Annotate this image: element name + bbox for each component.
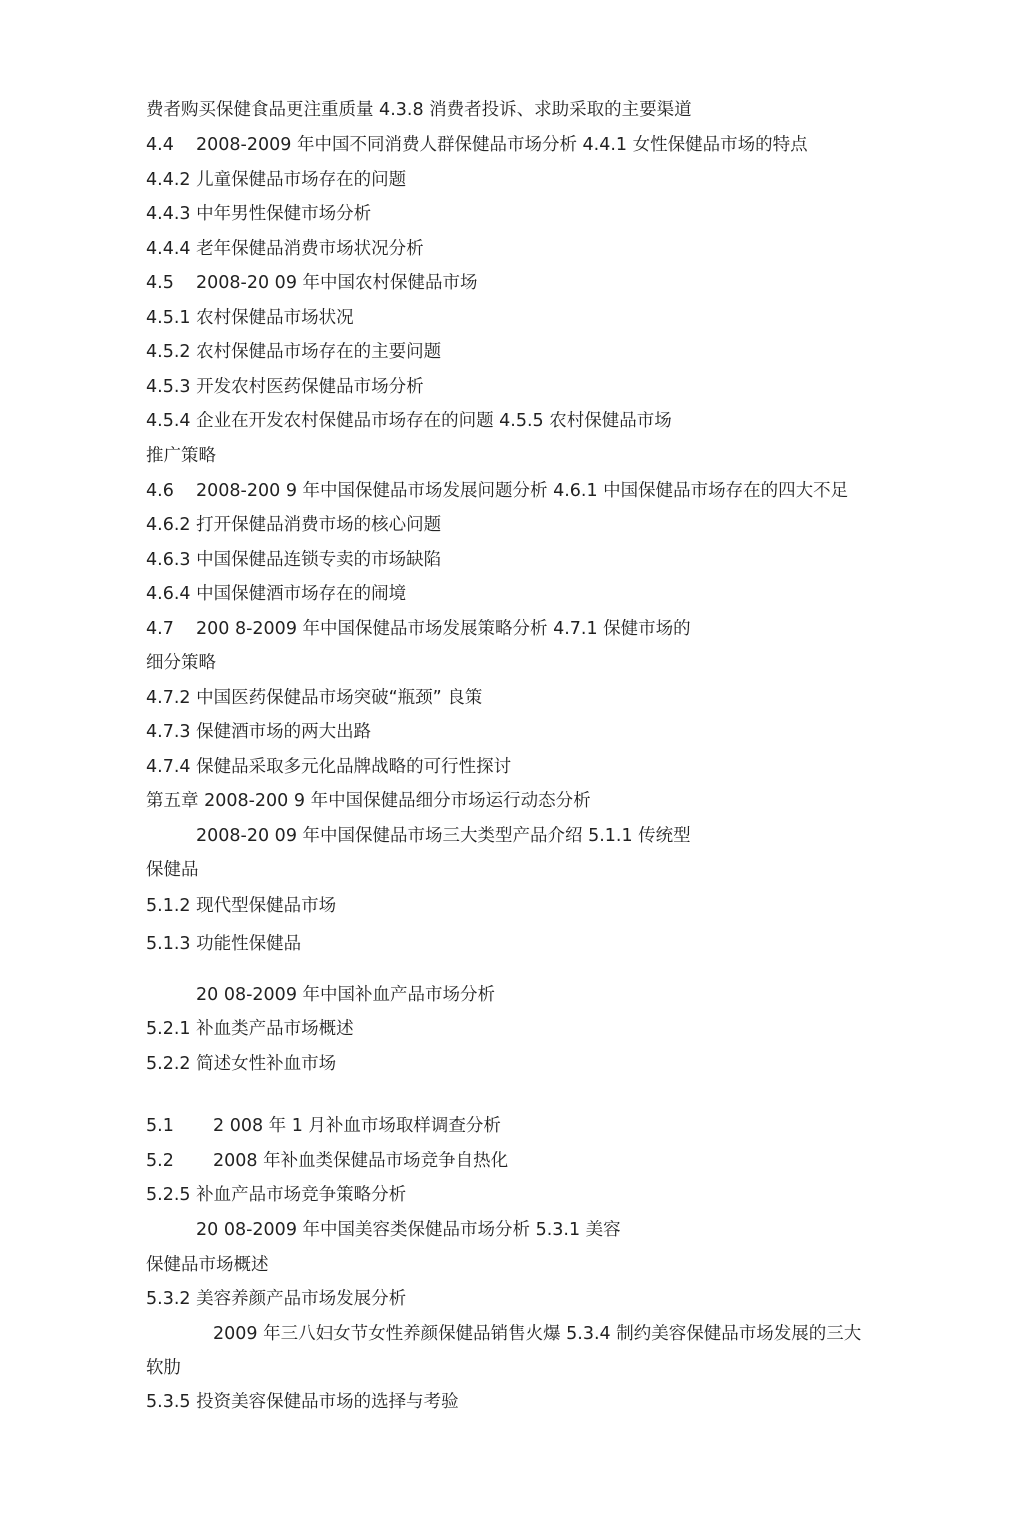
text-line: 4.6.4 中国保健酒市场存在的闹境 bbox=[146, 584, 407, 604]
text-line: 4.7.3 保健酒市场的两大出路 bbox=[146, 722, 372, 742]
section-heading: 5.2 2008 年补血类保健品市场竞争自热化 bbox=[146, 1151, 509, 1171]
text-line: 4.5.1 农村保健品市场状况 bbox=[146, 308, 354, 328]
section-number: 5.2 bbox=[146, 1151, 174, 1171]
text-line: 4.4.3 中年男性保健市场分析 bbox=[146, 204, 372, 224]
section-heading: 2008-20 09 年中国保健品市场三大类型产品介绍 5.1.1 传统型 bbox=[196, 826, 691, 846]
text-line: 4.6.2 打开保健品消费市场的核心问题 bbox=[146, 515, 442, 535]
text-line: 保健品市场概述 bbox=[146, 1255, 269, 1275]
section-heading: 20 08-2009 年中国美容类保健品市场分析 5.3.1 美容 bbox=[196, 1220, 621, 1240]
text-line: 4.7.2 中国医药保健品市场突破“瓶颈” 良策 bbox=[146, 688, 483, 708]
section-number: 4.7 bbox=[146, 619, 174, 639]
section-number: 4.6 bbox=[146, 481, 174, 501]
text-line: 4.7.4 保健品采取多元化品牌战略的可行性探讨 bbox=[146, 757, 512, 777]
text-line: 5.2.2 简述女性补血市场 bbox=[146, 1054, 337, 1074]
section-heading: 4.4 2008-2009 年中国不同消费人群保健品市场分析 4.4.1 女性保健品市场的特点 bbox=[146, 135, 808, 155]
text-line: 4.4.2 儿童保健品市场存在的问题 bbox=[146, 170, 407, 190]
section-heading: 20 08-2009 年中国补血产品市场分析 bbox=[196, 985, 496, 1005]
text-line: 4.6.3 中国保健品连锁专卖的市场缺陷 bbox=[146, 550, 442, 570]
text-line: 4.4.4 老年保健品消费市场状况分析 bbox=[146, 239, 424, 259]
section-heading: 4.5 2008-20 09 年中国农村保健品市场 bbox=[146, 273, 478, 293]
text-line: 2009 年三八妇女节女性养颜保健品销售火爆 5.3.4 制约美容保健品市场发展的三大 bbox=[213, 1324, 862, 1344]
text-line: 5.1.2 现代型保健品市场 bbox=[146, 896, 337, 916]
section-number: 4.4 bbox=[146, 135, 174, 155]
text-line: 5.2.1 补血类产品市场概述 bbox=[146, 1019, 354, 1039]
section-number: 5.1 bbox=[146, 1116, 174, 1136]
text-line: 推广策略 bbox=[146, 446, 216, 466]
text-line: 5.3.2 美容养颜产品市场发展分析 bbox=[146, 1289, 407, 1309]
text-line: 5.3.5 投资美容保健品市场的选择与考验 bbox=[146, 1392, 459, 1412]
text-line: 费者购买保健食品更注重质量 4.3.8 消费者投诉、求助采取的主要渠道 bbox=[146, 100, 692, 120]
text-line: 保健品 bbox=[146, 860, 199, 880]
text-line: 4.5.2 农村保健品市场存在的主要问题 bbox=[146, 342, 442, 362]
text-line: 4.5.4 企业在开发农村保健品市场存在的问题 4.5.5 农村保健品市场 bbox=[146, 411, 672, 431]
text-line: 细分策略 bbox=[146, 653, 216, 673]
section-heading: 5.1 2 008 年 1 月补血市场取样调查分析 bbox=[146, 1116, 501, 1136]
chapter-heading: 第五章 2008-200 9 年中国保健品细分市场运行动态分析 bbox=[146, 791, 591, 811]
text-line: 5.2.5 补血产品市场竞争策略分析 bbox=[146, 1185, 407, 1205]
text-line: 软肋 bbox=[146, 1358, 181, 1378]
section-heading: 4.7 200 8-2009 年中国保健品市场发展策略分析 4.7.1 保健市场的 bbox=[146, 619, 691, 639]
text-line: 4.5.3 开发农村医药保健品市场分析 bbox=[146, 377, 424, 397]
section-number: 4.5 bbox=[146, 273, 174, 293]
section-heading: 4.6 2008-200 9 年中国保健品市场发展问题分析 4.6.1 中国保健品市场存在的四大不足 bbox=[146, 481, 849, 501]
text-line: 5.1.3 功能性保健品 bbox=[146, 934, 302, 954]
